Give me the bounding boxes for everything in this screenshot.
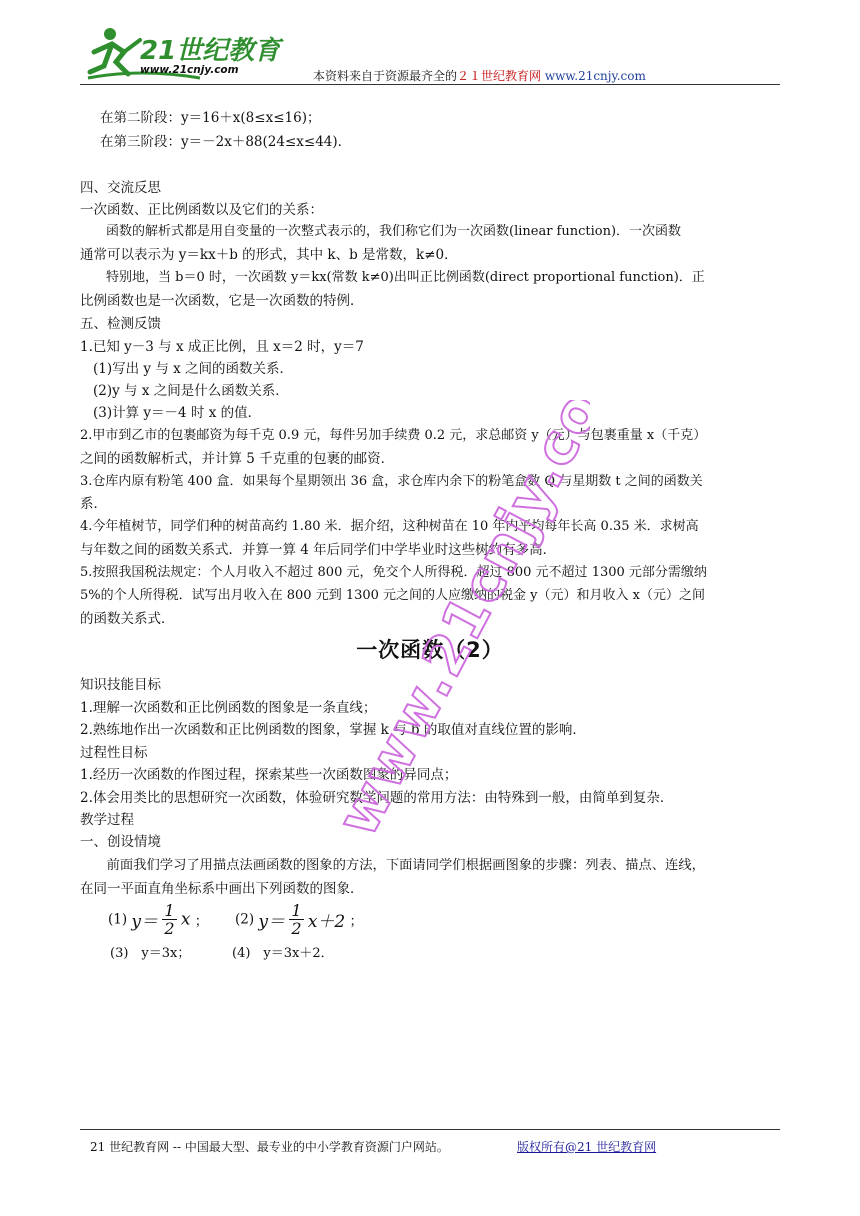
- question1: 1.已知 y－3 与 x 成正比例，且 x＝2 时，y＝7: [80, 339, 364, 355]
- question2-line2: 之间的函数解析式，并计算 5 千克重的包裹的邮资．: [80, 451, 395, 467]
- formula-1-label: (1): [108, 911, 128, 928]
- question5-line2: 5%的个人所得税．试写出月收入在 800 元到 1300 元之间的人应缴纳的税金 y（元）和月收入 x（元）之间: [80, 588, 705, 603]
- question4-line1: 4.今年植树节，同学们种的树苗高约 1.80 米．据介绍，这种树苗在 10 年内平均每年长高 0.35 米．求树高: [80, 519, 699, 534]
- header-source-site[interactable]: ２１世纪教育网: [457, 69, 542, 83]
- question1-part3: (3)计算 y＝－4 时 x 的值．: [93, 405, 262, 421]
- watermark-text: www.21cnjy.com: [330, 400, 590, 847]
- knowledge-goal-1: 1.理解一次函数和正比例函数的图象是一条直线；: [80, 700, 377, 716]
- question5-line1: 5.按照我国税法规定：个人月收入不超过 800 元，免交个人所得税．超过 800 元不超过 1300 元部分需缴纳: [80, 565, 707, 580]
- scenario-paragraph-2: 在同一平面直角坐标系中画出下列函数的图象．: [80, 881, 364, 897]
- formula-2-rhs: x＋2: [307, 912, 346, 932]
- section-heading: 一次函数（2）: [356, 638, 504, 662]
- logo-url: www.21cnjy.com: [140, 64, 239, 76]
- formula-4: (4) y＝3x＋2．: [232, 946, 334, 961]
- process-goal-2: 2.体会用类比的思想研究一次函数，体验研究数学问题的常用方法：由特殊到一般，由简单到复杂．: [80, 790, 674, 806]
- question1-part2: (2)y 与 x 之间是什么函数关系．: [93, 383, 289, 399]
- question2-line1: 2.甲市到乙市的包裹邮资为每千克 0.9 元，每件另加手续费 0.2 元，求总邮资 y（元）与包裹重量 x（千克）: [80, 428, 707, 443]
- stage2-line: 在第二阶段：y＝16＋x(8≤x≤16)；: [100, 110, 321, 126]
- scenario-paragraph-1: 前面我们学习了用描点法画函数的图象的方法，下面请同学们根据画图象的步骤：列表、描点、连线，: [80, 858, 705, 873]
- formula-2-end: ；: [349, 913, 364, 930]
- scenario-title: 一、创设情境: [80, 834, 161, 850]
- formula-2-label: (2): [235, 911, 255, 928]
- header-divider: [80, 84, 780, 85]
- formula-2-lhs: y＝: [258, 912, 286, 932]
- section4-paragraph1a: 函数的解析式都是用自变量的一次整式表示的，我们称它们为一次函数(linear function)．一次函数: [80, 224, 682, 239]
- process-goal-1: 1.经历一次函数的作图过程，探索某些一次函数图象的异同点；: [80, 767, 458, 783]
- footer-text: 21 世纪教育网 -- 中国最大型、最专业的中小学教育资源门户网站。: [90, 1140, 449, 1154]
- formula-1-denominator: 2: [164, 919, 175, 938]
- question1-part1: (1)写出 y 与 x 之间的函数关系．: [93, 361, 294, 377]
- formula-2-denominator: 2: [291, 919, 302, 938]
- formula-1-fraction: [162, 902, 176, 937]
- section4-paragraph1b: 通常可以表示为 y＝kx＋b 的形式，其中 k、b 是常数，k≠0．: [80, 247, 458, 263]
- question4-line2: 与年数之间的函数关系式．并算一算 4 年后同学们中学毕业时这些树约有多高．: [80, 542, 557, 558]
- formula-2-numerator: 1: [291, 901, 302, 920]
- stage3-line: 在第三阶段：y＝－2x＋88(24≤x≤44)．: [100, 134, 352, 150]
- section5-title: 五、检测反馈: [80, 316, 161, 332]
- knowledge-goals-title: 知识技能目标: [80, 677, 161, 693]
- question3-line1: 3.仓库内原有粉笔 400 盒．如果每个星期领出 36 盒，求仓库内余下的粉笔盒数 Q 与星期数 t 之间的函数关: [80, 474, 703, 489]
- formula-1-rhs: x: [180, 909, 191, 930]
- process-goals-title: 过程性目标: [80, 745, 148, 761]
- header-source-url[interactable]: www.21cnjy.com: [544, 69, 646, 83]
- teaching-process-title: 教学过程: [80, 812, 134, 828]
- section4-paragraph2a: 特别地，当 b＝0 时，一次函数 y＝kx(常数 k≠0)出叫正比例函数(direct proportional function)．正: [80, 270, 705, 285]
- section4-paragraph2b: 比例函数也是一次函数，它是一次函数的特例．: [80, 293, 364, 309]
- section4-title: 四、交流反思: [80, 180, 161, 196]
- header-source: [313, 67, 646, 84]
- formula-3: (3) y＝3x；: [110, 946, 191, 961]
- footer-copyright-link[interactable]: 版权所有@21 世纪教育网: [517, 1140, 657, 1154]
- question3-line2: 系．: [80, 496, 107, 512]
- logo-title: 21世纪教育: [140, 36, 281, 66]
- section4-subtitle: 一次函数、正比例函数以及它们的关系：: [80, 202, 323, 218]
- formula-2-fraction: [289, 902, 303, 937]
- formula-1-lhs: y＝: [131, 912, 159, 932]
- question5-line3: 的函数关系式．: [80, 611, 175, 627]
- formula-1: [108, 902, 208, 937]
- formula-1-numerator: 1: [164, 901, 175, 920]
- formula-1-end: ；: [194, 913, 209, 930]
- footer-divider: [80, 1129, 780, 1130]
- knowledge-goal-2: 2.熟练地作出一次函数和正比例函数的图象，掌握 k 与 b 的取值对直线位置的影响．: [80, 722, 586, 738]
- formula-2: [235, 902, 363, 937]
- header-source-prefix: 本资料来自于资源最齐全的: [313, 69, 458, 83]
